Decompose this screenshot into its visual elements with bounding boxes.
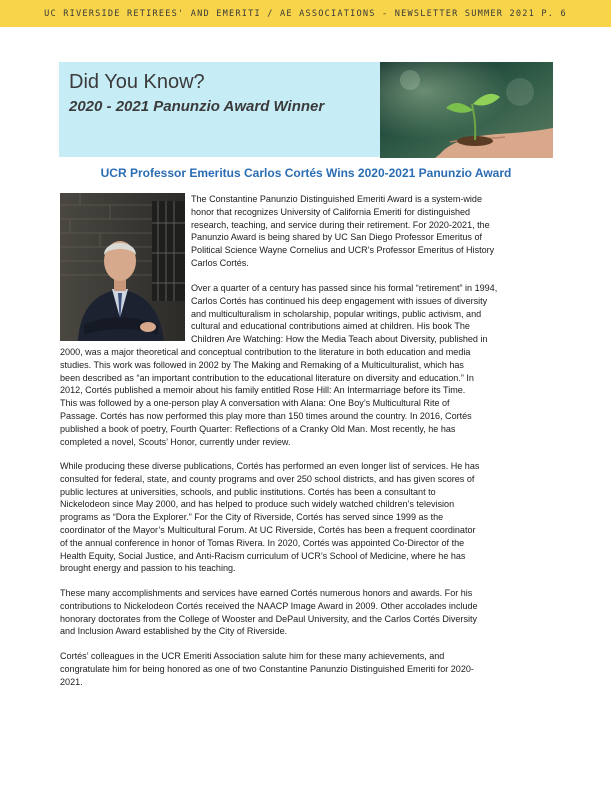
article-headline: UCR Professor Emeritus Carlos Cortés Wins 2020-2021 Panunzio Award	[100, 166, 512, 180]
paragraph-line: published a book of poetry, Fourth Quarter: Reflections of a Cranky Old Man. Most recently, he has	[60, 423, 456, 434]
paragraph-line: The Constantine Panunzio Distinguished Emeriti Award is a system-wide	[191, 194, 482, 204]
paragraph-line: 2000, was a major theoretical and conceptual contribution to the literature in both education and media	[60, 347, 471, 357]
paragraph-line: Carlos Cortés.	[191, 257, 249, 268]
paragraph-line: Health Equity, Social Justice, and Anti-Racism curriculum of UCR’s School of Medicine, where he has	[60, 550, 466, 561]
paragraph-line: Political Science Wayne Cornelius and UCR’s Professor Emeritus of History	[191, 245, 495, 256]
paragraph-line: congratulate him for being honored as one of two Constantine Panunzio Distinguished Emeriti for 2020-	[60, 663, 474, 674]
paragraph-line: 2021.	[60, 676, 83, 687]
seedling-hand-photo	[380, 62, 553, 158]
paragraph-5	[60, 650, 474, 688]
paragraph-line: and multiculturalism in scholarship, popular writings, public activism, and	[191, 308, 482, 319]
banner-subtitle: 2020 - 2021 Panunzio Award Winner	[69, 98, 325, 115]
paragraph-line: Passage. Cortés has now performed this play more than 150 times around the country. In 2016, Cortés	[60, 410, 472, 421]
paragraph-line: been described as “an important contribution to the educational literature on diversity and education.” In	[60, 372, 474, 383]
paragraph-line: contributions to Nickelodeon Cortés received the NAACP Image Award in 2009. Other accolades include	[60, 600, 478, 611]
paragraph-line: Panunzio Award is being shared by UC San Diego Professor Emeritus of	[191, 232, 482, 243]
running-header	[0, 0, 611, 27]
paragraph-line: honorary doctorates from the College of Wooster and DePaul University, and the Carlos Cortés Diversity	[60, 613, 478, 624]
portrait-photo	[60, 193, 185, 341]
paragraph-line: of the annual conference in honor of Tomas Rivera. In 2020, Cortés was appointed Co-Director of the	[60, 537, 465, 548]
paragraph-line: coordinator of the Mayor’s Multicultural Forum. At UC Riverside, Cortés has been a frequent coordinator	[60, 524, 476, 535]
paragraph-line: completed a novel, Scouts’ Honor, currently under review.	[60, 436, 291, 447]
paragraph-line: Carlos Cortés has continued his deep engagement with issues of diversity	[191, 295, 488, 306]
paragraph-line: While producing these diverse publications, Cortés has performed an even longer list of services. He has	[60, 461, 480, 471]
banner-title: Did You Know?	[69, 71, 205, 93]
did-you-know-banner	[59, 62, 380, 157]
paragraph-2-wrap	[191, 282, 497, 346]
paragraph-line: Over a quarter of a century has passed since his formal “retirement” in 1994,	[191, 283, 498, 293]
portrait-illustration	[60, 193, 185, 341]
paragraph-line: public lectures at universities, schools, and public institutions. Cortés has been a consultant to	[60, 486, 436, 497]
paragraph-line: 2012, Cortés published a memoir about his family entitled Rose Hill: An Intermarriage before its Time.	[60, 385, 466, 396]
paragraph-line: cultural and educational contributions aimed at children. His book The	[191, 321, 470, 332]
paragraph-line: This was followed by a one-person play A conversation with Alana: One Boy’s Multicultural Rite of	[60, 398, 450, 409]
paragraph-line: studies. This work was followed in 2002 by The Making and Remaking of a Multiculturalist, which has	[60, 359, 464, 370]
paragraph-line: Children Are Watching: How the Media Teach about Diversity, published in	[191, 334, 488, 345]
running-head-text: UC RIVERSIDE RETIREES' AND EMERITI / AE ASSOCIATIONS - NEWSLETTER SUMMER 2021 P. 6	[44, 8, 567, 19]
paragraph-line: honor that recognizes University of California Emeriti for distinguished	[191, 206, 471, 217]
paragraph-line: These many accomplishments and services have earned Cortés numerous honors and awards. For his	[60, 588, 473, 598]
paragraph-line: programs as “Dora the Explorer.” For the City of Riverside, Cortés has served since 1999 as the	[60, 512, 444, 523]
paragraph-4	[60, 587, 478, 638]
paragraph-line: consulted for federal, state, and county programs and over 250 school districts, and has given scores of	[60, 473, 475, 484]
paragraph-2-full	[60, 346, 474, 448]
paragraph-line: and Inclusion Award established by the City of Riverside.	[60, 626, 288, 637]
paragraph-line: brought energy and passion to his teaching.	[60, 563, 236, 574]
seedling-hand-illustration	[380, 62, 553, 158]
paragraph-1	[191, 193, 494, 270]
paragraph-line: Cortés’ colleagues in the UCR Emeriti Association salute him for these many achievements, and	[60, 651, 445, 661]
paragraph-line: research, teaching, and service during their retirement. For 2020-2021, the	[191, 219, 490, 230]
paragraph-3	[60, 460, 479, 575]
paragraph-line: Nickelodeon since May 2000, and has helped to produce such widely watched children’s television	[60, 499, 455, 510]
